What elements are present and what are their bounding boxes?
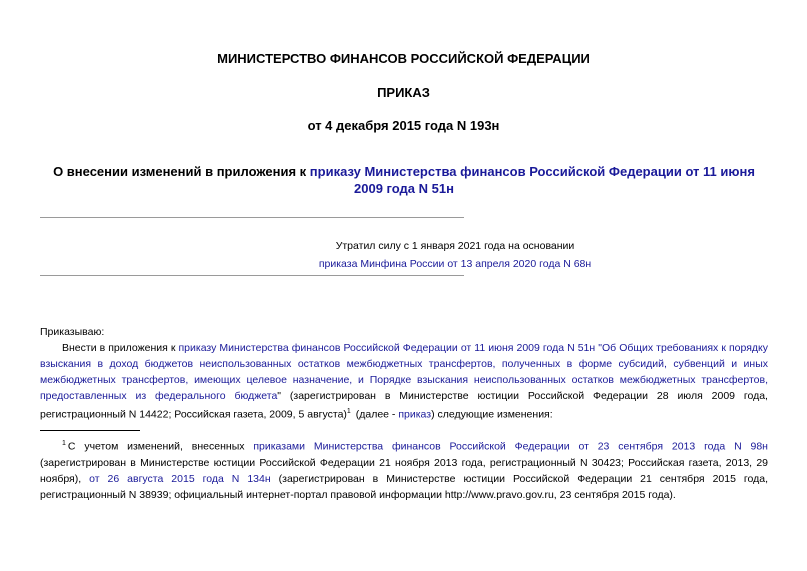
document-title <box>40 163 768 197</box>
footnote-text-b: (зарегистрирован в Министерстве юстиции Российской Федерации 21 ноября 2013 года, регистрационный N 30423; Российская газета, 2013, 29 ноября), <box>40 456 768 485</box>
footnote-link-2[interactable]: от 26 августа 2015 года N 134н <box>89 472 271 485</box>
main-text-c: (далее - <box>352 408 399 421</box>
main-paragraph <box>40 340 768 423</box>
divider-bottom <box>40 275 464 276</box>
main-order-link[interactable]: приказу Министерства финансов Российской Федерации от 11 июня 2009 года N 51н "Об Общих требованиях к порядку взыскания в доход бюджетов неиспользованных остатков межбюджетных трансфертов, полученных в форме субсидий, субвенций и иных межбюджетных трансфертов, имеющих целевое назначение, и Порядке взыскания неиспользованных остатков межбюджетных трансфертов, предоставленных из федерального бюджета <box>40 342 768 402</box>
footnote-mark: 1 <box>62 440 66 447</box>
order-heading: ПРИКАЗ <box>377 85 430 100</box>
divider-top <box>40 217 464 218</box>
footnote-ref[interactable]: 1 <box>346 408 351 415</box>
main-text-b: " (зарегистрирован в Министерстве юстиции Российской Федерации 28 июля 2009 года, регистрационный N 14422; Российская газета, 2009, 5 августа) <box>40 390 768 421</box>
main-text-d: ) следующие изменения: <box>431 408 553 421</box>
main-text-a: Внести в приложения к <box>62 342 179 354</box>
footnote-divider <box>40 430 140 431</box>
status-line: Утратил силу с 1 января 2021 года на основании <box>335 240 575 252</box>
footnote <box>40 436 768 503</box>
title-link[interactable]: приказу Министерства финансов Российской Федерации от 11 июня 2009 года N 51н <box>309 164 755 196</box>
order-short-link[interactable]: приказ <box>398 408 432 421</box>
footnote-text-c: (зарегистрирован в Министерстве юстиции Российской Федерации 21 сентября 2015 года, регистрационный N 38939; официальный интернет-портал правовой информации http://www.pravo.gov.ru, 23 сентября 2015 года). <box>40 472 768 501</box>
order-date-heading: от 4 декабря 2015 года N 193н <box>307 118 500 133</box>
title-prefix: О внесении изменений в приложения к <box>53 164 310 179</box>
footnote-text-a: С учетом изменений, внесенных <box>67 440 254 453</box>
status-link[interactable]: приказа Минфина России от 13 апреля 2020 года N 68н <box>318 258 592 270</box>
order-word-paragraph: Приказываю: <box>40 326 105 338</box>
ministry-heading: МИНИСТЕРСТВО ФИНАНСОВ РОССИЙСКОЙ ФЕДЕРАЦИИ <box>217 51 590 66</box>
footnote-link-1[interactable]: приказами Министерства финансов Российской Федерации от 23 сентября 2013 года N 98н <box>253 440 768 453</box>
status-notice <box>210 237 700 273</box>
